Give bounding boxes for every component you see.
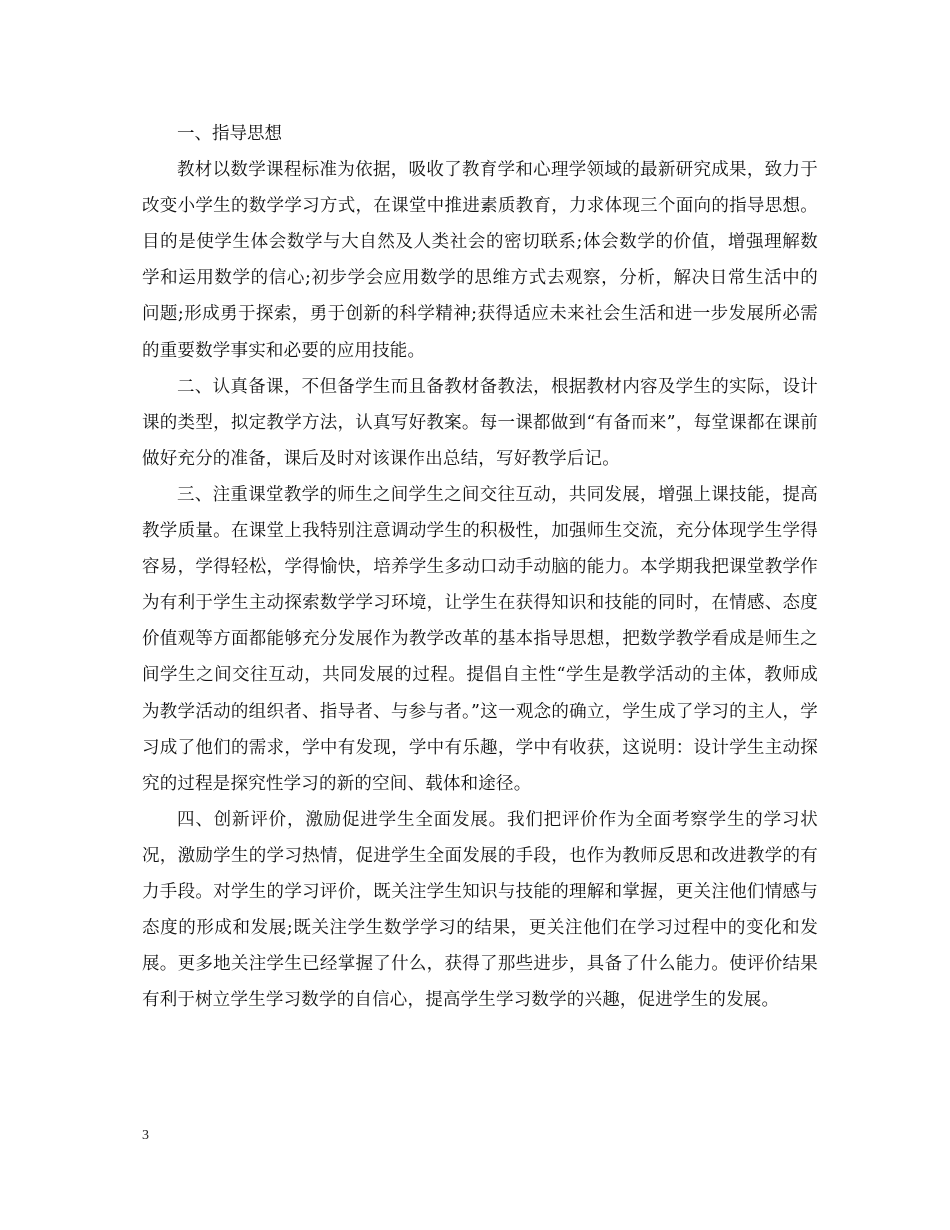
- paragraph-classroom-teaching: 三、注重课堂教学的师生之间学生之间交往互动，共同发展，增强上课技能，提高教学质量。在课堂上我特别注意调动学生的积极性，加强师生交流，充分体现学生学得容易，学得轻松，学得愉快，培养学生多动口动手动脑的能力。本学期我把课堂教学作为有利于学生主动探索数学学习环境，让学生在获得知识和技能的同时，在情感、态度价值观等方面都能够充分发展作为教学改革的基本指导思想，把数学教学看成是师生之间学生之间交往互动，共同发展的过程。提倡自主性“学生是教学活动的主体，教师成为教学活动的组织者、指导者、与参与者。”这一观念的确立，学生成了学习的主人，学习成了他们的需求，学中有发现，学中有乐趣，学中有收获，这说明：设计学生主动探究的过程是探究性学习的新的空间、载体和途径。: [142, 484, 818, 794]
- paragraph-lesson-preparation: 二、认真备课，不但备学生而且备教材备教法，根据教材内容及学生的实际，设计课的类型，拟定教学方法，认真写好教案。每一课都做到“有备而来”，每堂课都在课前做好充分的准备，课后及时对该课作出总结，写好教学后记。: [142, 376, 818, 469]
- section-heading: 一、指导思想: [177, 124, 282, 144]
- page-number: 3: [142, 1128, 149, 1143]
- paragraph-innovative-evaluation: 四、创新评价，激励促进学生全面发展。我们把评价作为全面考察学生的学习状况，激励学生的学习热情，促进学生全面发展的手段，也作为教师反思和改进教学的有力手段。对学生的学习评价，既关注学生知识与技能的理解和掌握，更关注他们情感与态度的形成和发展;既关注学生数学学习的结果，更关注他们在学习过程中的变化和发展。更多地关注学生已经掌握了什么，获得了那些进步，具备了什么能力。使评价结果有利于树立学生学习数学的自信心，提高学生学习数学的兴趣，促进学生的发展。: [142, 809, 818, 1011]
- document-body: [142, 116, 818, 1018]
- paragraph-guiding-thought: 教材以数学课程标准为依据，吸收了教育学和心理学领域的最新研究成果，致力于改变小学生的数学学习方式，在课堂中推进素质教育，力求体现三个面向的指导思想。目的是使学生体会数学与大自然及人类社会的密切联系;体会数学的价值，增强理解数学和运用数学的信心;初步学会应用数学的思维方式去观察，分析，解决日常生活中的问题;形成勇于探索，勇于创新的科学精神;获得适应未来社会生活和进一步发展所必需的重要数学事实和必要的应用技能。: [142, 160, 818, 361]
